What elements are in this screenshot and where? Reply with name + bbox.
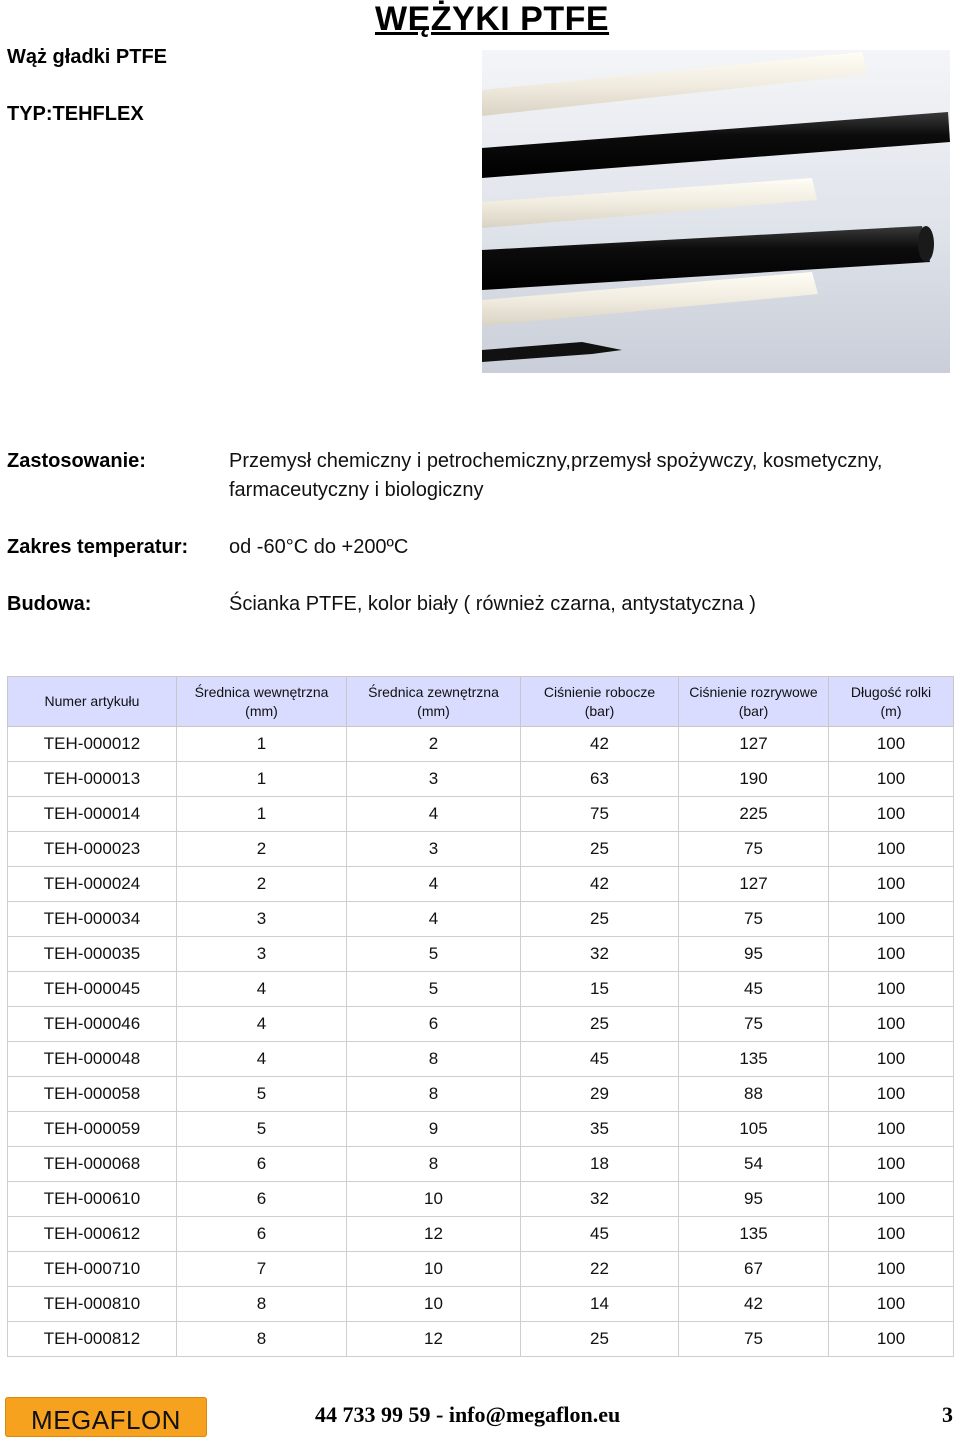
table-cell: 2 [177, 867, 347, 902]
table-row [8, 797, 954, 832]
table-row [8, 1147, 954, 1182]
table-cell: 45 [679, 972, 829, 1007]
table-cell: 225 [679, 797, 829, 832]
table-cell: 190 [679, 762, 829, 797]
article-number-cell: TEH-000612 [8, 1217, 177, 1252]
article-number-cell: TEH-000059 [8, 1112, 177, 1147]
table-cell: 18 [521, 1147, 679, 1182]
table-cell: 12 [347, 1217, 521, 1252]
table-cell: 100 [829, 727, 954, 762]
table-cell: 100 [829, 937, 954, 972]
table-cell: 10 [347, 1252, 521, 1287]
table-row [8, 1252, 954, 1287]
table-cell: 67 [679, 1252, 829, 1287]
temperature-value: od -60°C do +200ºC [229, 536, 409, 558]
table-cell: 10 [347, 1287, 521, 1322]
table-cell: 88 [679, 1077, 829, 1112]
table-cell: 8 [347, 1042, 521, 1077]
table-cell: 7 [177, 1252, 347, 1287]
table-cell: 95 [679, 1182, 829, 1217]
table-cell: 2 [177, 832, 347, 867]
table-cell: 100 [829, 1042, 954, 1077]
table-cell: 45 [521, 1042, 679, 1077]
table-cell: 4 [347, 867, 521, 902]
table-cell: 100 [829, 1322, 954, 1357]
table-cell: 32 [521, 1182, 679, 1217]
table-row [8, 937, 954, 972]
article-number-cell: TEH-000610 [8, 1182, 177, 1217]
article-number-cell: TEH-000023 [8, 832, 177, 867]
table-cell: 100 [829, 832, 954, 867]
col-header-outer-diameter: Średnica zewnętrzna (mm) [347, 677, 521, 727]
table-row [8, 867, 954, 902]
article-number-cell: TEH-000812 [8, 1322, 177, 1357]
table-cell: 14 [521, 1287, 679, 1322]
table-cell: 127 [679, 727, 829, 762]
table-cell: 6 [177, 1217, 347, 1252]
col-header-article: Numer artykułu [8, 677, 177, 727]
table-cell: 100 [829, 902, 954, 937]
table-cell: 6 [177, 1182, 347, 1217]
article-number-cell: TEH-000024 [8, 867, 177, 902]
table-row [8, 972, 954, 1007]
table-row [8, 1287, 954, 1322]
col-header-roll-length: Długość rolki (m) [829, 677, 954, 727]
table-cell: 5 [177, 1077, 347, 1112]
table-row [8, 1042, 954, 1077]
table-cell: 8 [177, 1322, 347, 1357]
table-cell: 6 [347, 1007, 521, 1042]
table-cell: 12 [347, 1322, 521, 1357]
table-cell: 2 [347, 727, 521, 762]
table-cell: 100 [829, 972, 954, 1007]
table-cell: 100 [829, 1252, 954, 1287]
table-cell: 8 [347, 1147, 521, 1182]
table-cell: 22 [521, 1252, 679, 1287]
table-cell: 1 [177, 797, 347, 832]
application-label: Zastosowanie: [7, 450, 146, 472]
article-number-cell: TEH-000068 [8, 1147, 177, 1182]
table-cell: 25 [521, 902, 679, 937]
table-row [8, 1112, 954, 1147]
table-cell: 75 [679, 902, 829, 937]
table-cell: 4 [177, 1007, 347, 1042]
logo-text: MEGAFLON [31, 1405, 181, 1435]
spec-table [7, 676, 954, 1357]
table-cell: 5 [347, 972, 521, 1007]
table-cell: 8 [347, 1077, 521, 1112]
table-cell: 32 [521, 937, 679, 972]
construction-label: Budowa: [7, 593, 92, 615]
table-cell: 100 [829, 867, 954, 902]
article-number-cell: TEH-000810 [8, 1287, 177, 1322]
temperature-label: Zakres temperatur: [7, 536, 189, 558]
article-number-cell: TEH-000014 [8, 797, 177, 832]
ptfe-tubes-photo [482, 50, 950, 373]
megaflon-logo [5, 1397, 207, 1437]
col-header-working-pressure: Ciśnienie robocze (bar) [521, 677, 679, 727]
table-cell: 63 [521, 762, 679, 797]
table-cell: 54 [679, 1147, 829, 1182]
product-name: Wąż gładki PTFE [7, 46, 168, 68]
article-number-cell: TEH-000034 [8, 902, 177, 937]
table-cell: 15 [521, 972, 679, 1007]
table-cell: 4 [177, 972, 347, 1007]
table-cell: 75 [679, 832, 829, 867]
table-row [8, 727, 954, 762]
article-number-cell: TEH-000035 [8, 937, 177, 972]
table-cell: 127 [679, 867, 829, 902]
table-cell: 100 [829, 1077, 954, 1112]
table-cell: 4 [347, 797, 521, 832]
table-row [8, 1007, 954, 1042]
table-cell: 4 [347, 902, 521, 937]
table-cell: 42 [679, 1287, 829, 1322]
table-cell: 5 [347, 937, 521, 972]
table-cell: 42 [521, 727, 679, 762]
table-cell: 3 [177, 937, 347, 972]
table-row [8, 762, 954, 797]
table-cell: 25 [521, 1322, 679, 1357]
table-cell: 45 [521, 1217, 679, 1252]
table-cell: 42 [521, 867, 679, 902]
table-cell: 25 [521, 832, 679, 867]
table-cell: 1 [177, 762, 347, 797]
table-row [8, 832, 954, 867]
table-cell: 100 [829, 797, 954, 832]
col-header-inner-diameter: Średnica wewnętrzna (mm) [177, 677, 347, 727]
table-cell: 8 [177, 1287, 347, 1322]
table-cell: 25 [521, 1007, 679, 1042]
table-cell: 75 [521, 797, 679, 832]
table-cell: 135 [679, 1217, 829, 1252]
table-cell: 5 [177, 1112, 347, 1147]
table-cell: 100 [829, 1147, 954, 1182]
table-cell: 95 [679, 937, 829, 972]
table-row [8, 902, 954, 937]
application-value: Przemysł chemiczny i petrochemiczny,przemysł spożywczy, kosmetyczny, farmaceutyczny i biologiczny [229, 450, 883, 501]
product-type: TYP:TEHFLEX [7, 103, 144, 125]
table-cell: 100 [829, 1007, 954, 1042]
article-number-cell: TEH-000012 [8, 727, 177, 762]
article-number-cell: TEH-000048 [8, 1042, 177, 1077]
page-title: WĘŻYKI PTFE [375, 0, 610, 38]
table-cell: 75 [679, 1322, 829, 1357]
table-row [8, 1077, 954, 1112]
table-row [8, 1217, 954, 1252]
article-number-cell: TEH-000013 [8, 762, 177, 797]
table-cell: 100 [829, 1182, 954, 1217]
table-cell: 10 [347, 1182, 521, 1217]
table-cell: 100 [829, 762, 954, 797]
table-cell: 6 [177, 1147, 347, 1182]
table-cell: 100 [829, 1287, 954, 1322]
table-row [8, 1182, 954, 1217]
table-cell: 3 [177, 902, 347, 937]
article-number-cell: TEH-000710 [8, 1252, 177, 1287]
table-cell: 4 [177, 1042, 347, 1077]
table-row [8, 1322, 954, 1357]
table-cell: 3 [347, 762, 521, 797]
table-cell: 29 [521, 1077, 679, 1112]
table-cell: 3 [347, 832, 521, 867]
table-cell: 105 [679, 1112, 829, 1147]
col-header-burst-pressure: Ciśnienie rozrywowe (bar) [679, 677, 829, 727]
article-number-cell: TEH-000046 [8, 1007, 177, 1042]
table-cell: 100 [829, 1112, 954, 1147]
article-number-cell: TEH-000045 [8, 972, 177, 1007]
table-cell: 35 [521, 1112, 679, 1147]
table-cell: 100 [829, 1217, 954, 1252]
table-header-row [8, 677, 954, 727]
table-cell: 9 [347, 1112, 521, 1147]
table-cell: 1 [177, 727, 347, 762]
construction-value: Ścianka PTFE, kolor biały ( również czarna, antystatyczna ) [229, 593, 756, 615]
contact-info: 44 733 99 59 - info@megaflon.eu [315, 1402, 621, 1427]
table-cell: 135 [679, 1042, 829, 1077]
page-number: 3 [942, 1402, 953, 1427]
article-number-cell: TEH-000058 [8, 1077, 177, 1112]
table-cell: 75 [679, 1007, 829, 1042]
